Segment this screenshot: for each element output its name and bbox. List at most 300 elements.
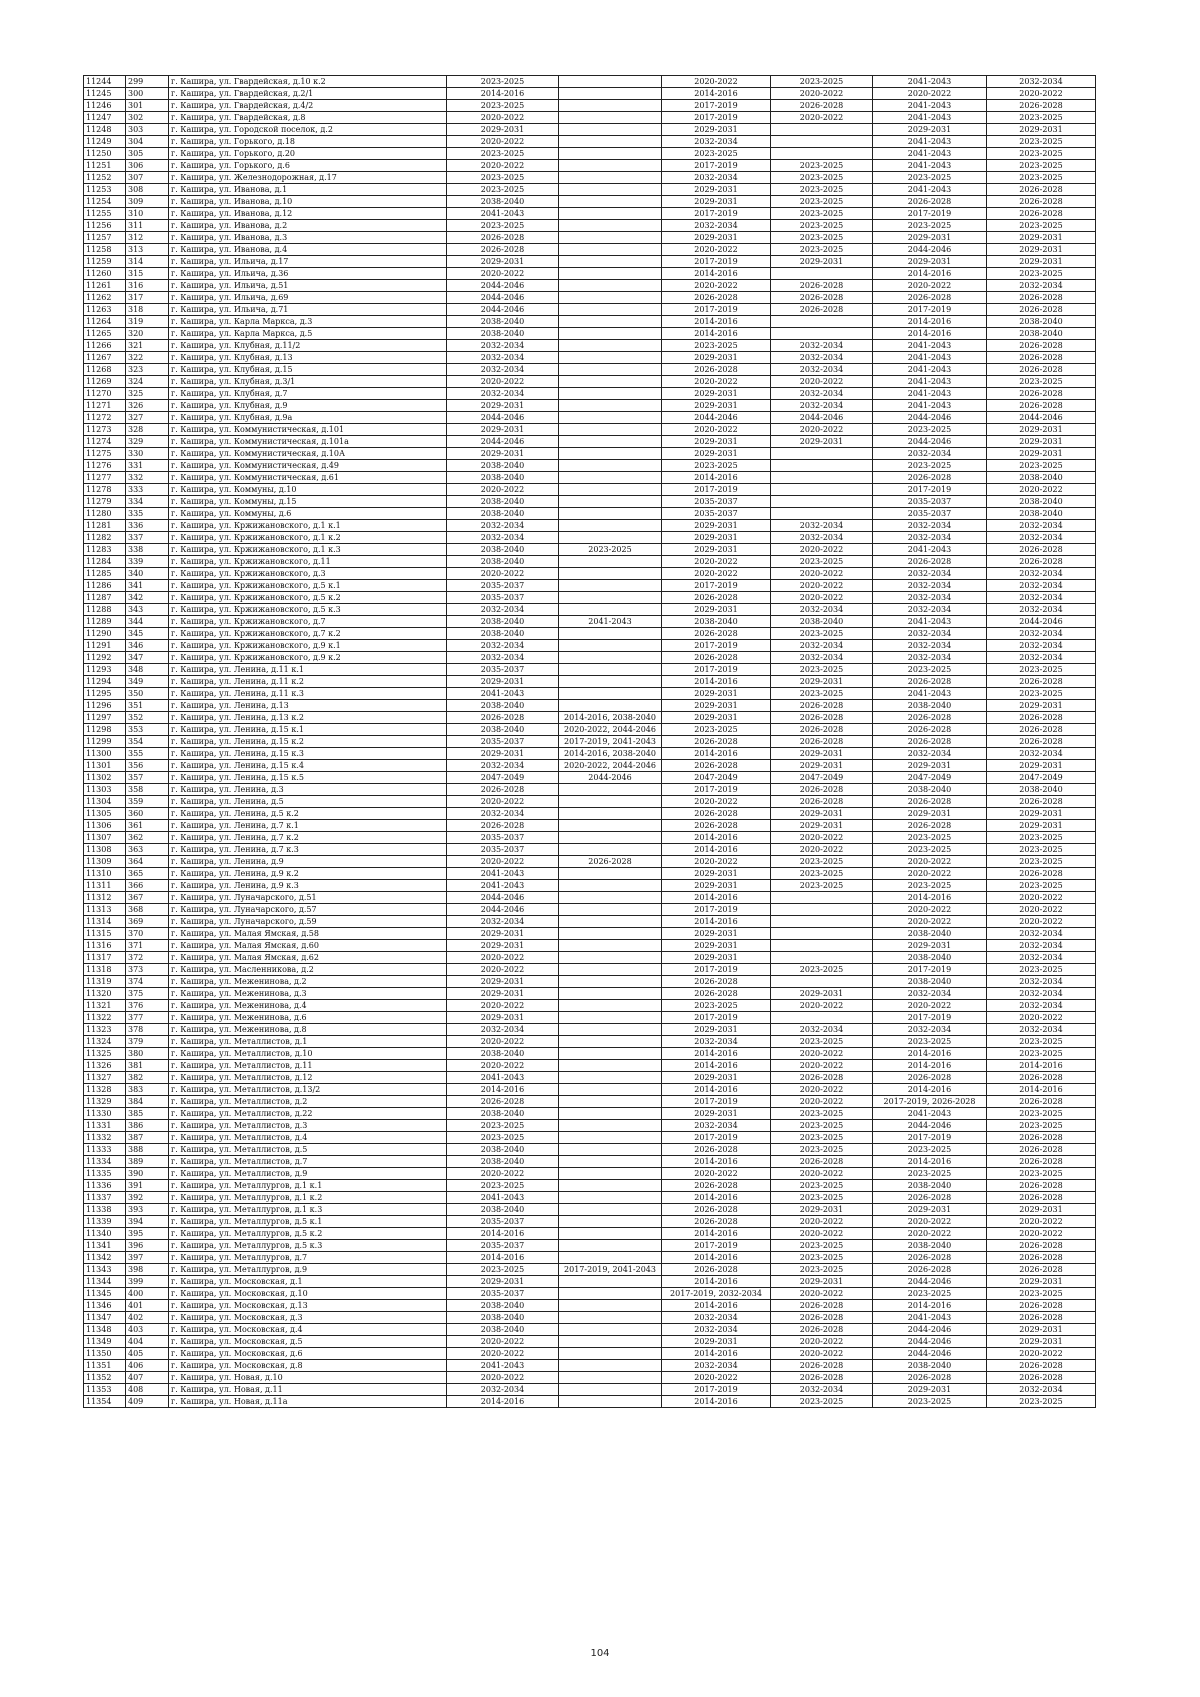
period-1-cell: 2026-2028 (447, 784, 559, 796)
period-2-cell (559, 1096, 662, 1108)
row-number-cell: 404 (126, 1336, 169, 1348)
address-cell: г. Кашира, ул. Кржижановского, д.3 (169, 568, 447, 580)
row-number-cell: 370 (126, 928, 169, 940)
period-6-cell: 2023-2025 (987, 1036, 1096, 1048)
period-6-cell: 2026-2028 (987, 304, 1096, 316)
period-3-cell: 2029-2031 (662, 688, 771, 700)
row-number-cell: 384 (126, 1096, 169, 1108)
row-number-cell: 316 (126, 280, 169, 292)
period-5-cell: 2038-2040 (873, 1180, 987, 1192)
period-1-cell: 2035-2037 (447, 664, 559, 676)
period-4-cell: 2026-2028 (771, 724, 873, 736)
address-cell: г. Кашира, ул. Меженинова, д.6 (169, 1012, 447, 1024)
row-id-cell: 11245 (84, 88, 126, 100)
period-2-cell (559, 424, 662, 436)
period-1-cell: 2032-2034 (447, 916, 559, 928)
address-cell: г. Кашира, ул. Новая, д.10 (169, 1372, 447, 1384)
table-row (84, 496, 1096, 508)
row-id-cell: 11287 (84, 592, 126, 604)
period-2-cell (559, 1180, 662, 1192)
period-2-cell: 2026-2028 (559, 856, 662, 868)
address-cell: г. Кашира, ул. Ленина, д.5 к.2 (169, 808, 447, 820)
period-1-cell: 2023-2025 (447, 1132, 559, 1144)
period-4-cell: 2029-2031 (771, 760, 873, 772)
table-row (84, 1072, 1096, 1084)
row-number-cell: 322 (126, 352, 169, 364)
period-5-cell: 2023-2025 (873, 172, 987, 184)
period-3-cell: 2038-2040 (662, 616, 771, 628)
period-3-cell: 2023-2025 (662, 340, 771, 352)
address-cell: г. Кашира, ул. Карла Маркса, д.5 (169, 328, 447, 340)
row-number-cell: 332 (126, 472, 169, 484)
period-5-cell: 2023-2025 (873, 1144, 987, 1156)
table-row (84, 1168, 1096, 1180)
period-2-cell (559, 1360, 662, 1372)
row-number-cell: 362 (126, 832, 169, 844)
row-id-cell: 11258 (84, 244, 126, 256)
period-1-cell: 2026-2028 (447, 820, 559, 832)
period-3-cell: 2017-2019 (662, 904, 771, 916)
table-row (84, 316, 1096, 328)
address-cell: г. Кашира, ул. Металлургов, д.1 к.3 (169, 1204, 447, 1216)
period-2-cell (559, 1312, 662, 1324)
row-number-cell: 397 (126, 1252, 169, 1264)
period-4-cell: 2029-2031 (771, 1276, 873, 1288)
period-3-cell: 2044-2046 (662, 412, 771, 424)
period-4-cell: 2020-2022 (771, 1216, 873, 1228)
period-5-cell: 2017-2019, 2026-2028 (873, 1096, 987, 1108)
period-6-cell: 2023-2025 (987, 1108, 1096, 1120)
table-row (84, 1204, 1096, 1216)
address-cell: г. Кашира, ул. Клубная, д.7 (169, 388, 447, 400)
period-3-cell: 2032-2034 (662, 136, 771, 148)
row-number-cell: 342 (126, 592, 169, 604)
row-id-cell: 11246 (84, 100, 126, 112)
period-1-cell: 2029-2031 (447, 448, 559, 460)
address-cell: г. Кашира, ул. Ленина, д.15 к.4 (169, 760, 447, 772)
period-4-cell: 2023-2025 (771, 1132, 873, 1144)
address-cell: г. Кашира, ул. Гвардейская, д.10 к.2 (169, 76, 447, 88)
period-5-cell: 2014-2016 (873, 1300, 987, 1312)
address-cell: г. Кашира, ул. Меженинова, д.2 (169, 976, 447, 988)
period-2-cell (559, 628, 662, 640)
row-number-cell: 313 (126, 244, 169, 256)
period-3-cell: 2014-2016 (662, 1084, 771, 1096)
table-row (84, 1384, 1096, 1396)
address-cell: г. Кашира, ул. Гвардейская, д.2/1 (169, 88, 447, 100)
period-3-cell: 2014-2016 (662, 88, 771, 100)
period-4-cell: 2020-2022 (771, 1168, 873, 1180)
table-row (84, 676, 1096, 688)
period-6-cell: 2029-2031 (987, 1276, 1096, 1288)
period-3-cell: 2026-2028 (662, 1180, 771, 1192)
period-5-cell: 2014-2016 (873, 316, 987, 328)
address-cell: г. Кашира, ул. Горького, д.6 (169, 160, 447, 172)
row-id-cell: 11256 (84, 220, 126, 232)
period-1-cell: 2041-2043 (447, 208, 559, 220)
period-1-cell: 2014-2016 (447, 88, 559, 100)
period-3-cell: 2032-2034 (662, 1312, 771, 1324)
row-number-cell: 369 (126, 916, 169, 928)
row-id-cell: 11294 (84, 676, 126, 688)
period-4-cell (771, 448, 873, 460)
table-row (84, 688, 1096, 700)
period-3-cell: 2017-2019 (662, 160, 771, 172)
period-6-cell: 2020-2022 (987, 904, 1096, 916)
address-cell: г. Кашира, ул. Московская, д.6 (169, 1348, 447, 1360)
period-2-cell (559, 1252, 662, 1264)
period-5-cell: 2038-2040 (873, 1240, 987, 1252)
row-number-cell: 343 (126, 604, 169, 616)
period-4-cell (771, 952, 873, 964)
address-cell: г. Кашира, ул. Ленина, д.9 к.2 (169, 868, 447, 880)
address-cell: г. Кашира, ул. Московская, д.4 (169, 1324, 447, 1336)
period-1-cell: 2041-2043 (447, 880, 559, 892)
period-5-cell: 2032-2034 (873, 448, 987, 460)
period-1-cell: 2023-2025 (447, 100, 559, 112)
row-id-cell: 11296 (84, 700, 126, 712)
period-1-cell: 2032-2034 (447, 640, 559, 652)
period-3-cell: 2026-2028 (662, 808, 771, 820)
period-1-cell: 2038-2040 (447, 1300, 559, 1312)
table-row (84, 748, 1096, 760)
period-5-cell: 2038-2040 (873, 784, 987, 796)
row-id-cell: 11281 (84, 520, 126, 532)
period-1-cell: 2038-2040 (447, 628, 559, 640)
row-number-cell: 388 (126, 1144, 169, 1156)
period-6-cell: 2026-2028 (987, 1096, 1096, 1108)
row-id-cell: 11259 (84, 256, 126, 268)
address-cell: г. Кашира, ул. Иванова, д.4 (169, 244, 447, 256)
period-5-cell: 2038-2040 (873, 928, 987, 940)
row-number-cell: 356 (126, 760, 169, 772)
period-1-cell: 2044-2046 (447, 304, 559, 316)
row-number-cell: 312 (126, 232, 169, 244)
period-1-cell: 2020-2022 (447, 268, 559, 280)
period-3-cell: 2026-2028 (662, 1144, 771, 1156)
row-number-cell: 346 (126, 640, 169, 652)
period-2-cell (559, 1240, 662, 1252)
period-1-cell: 2020-2022 (447, 568, 559, 580)
row-id-cell: 11247 (84, 112, 126, 124)
row-id-cell: 11333 (84, 1144, 126, 1156)
address-cell: г. Кашира, ул. Иванова, д.1 (169, 184, 447, 196)
row-number-cell: 406 (126, 1360, 169, 1372)
period-2-cell (559, 532, 662, 544)
period-6-cell: 2020-2022 (987, 1348, 1096, 1360)
period-6-cell: 2032-2034 (987, 748, 1096, 760)
address-cell: г. Кашира, ул. Малая Ямская, д.60 (169, 940, 447, 952)
period-4-cell (771, 892, 873, 904)
period-6-cell: 2029-2031 (987, 820, 1096, 832)
row-id-cell: 11352 (84, 1372, 126, 1384)
period-1-cell: 2020-2022 (447, 160, 559, 172)
period-2-cell (559, 988, 662, 1000)
row-number-cell: 324 (126, 376, 169, 388)
row-id-cell: 11331 (84, 1120, 126, 1132)
address-cell: г. Кашира, ул. Ленина, д.15 к.3 (169, 748, 447, 760)
period-1-cell: 2038-2040 (447, 700, 559, 712)
period-3-cell: 2017-2019 (662, 1096, 771, 1108)
row-id-cell: 11302 (84, 772, 126, 784)
period-3-cell: 2014-2016 (662, 748, 771, 760)
period-4-cell: 2032-2034 (771, 400, 873, 412)
period-5-cell: 2017-2019 (873, 208, 987, 220)
row-id-cell: 11261 (84, 280, 126, 292)
address-cell: г. Кашира, ул. Металлистов, д.7 (169, 1156, 447, 1168)
period-4-cell: 2023-2025 (771, 664, 873, 676)
period-3-cell: 2017-2019 (662, 1132, 771, 1144)
period-5-cell: 2029-2031 (873, 1204, 987, 1216)
period-1-cell: 2026-2028 (447, 712, 559, 724)
address-cell: г. Кашира, ул. Московская, д.10 (169, 1288, 447, 1300)
address-cell: г. Кашира, ул. Горького, д.18 (169, 136, 447, 148)
address-cell: г. Кашира, ул. Ильича, д.17 (169, 256, 447, 268)
table-row (84, 832, 1096, 844)
table-row (84, 172, 1096, 184)
period-1-cell: 2020-2022 (447, 1348, 559, 1360)
period-4-cell: 2020-2022 (771, 1084, 873, 1096)
table-row (84, 928, 1096, 940)
table-row (84, 664, 1096, 676)
table-row (84, 808, 1096, 820)
period-4-cell: 2023-2025 (771, 856, 873, 868)
period-2-cell (559, 412, 662, 424)
address-cell: г. Кашира, ул. Клубная, д.9 (169, 400, 447, 412)
address-cell: г. Кашира, ул. Луначарского, д.59 (169, 916, 447, 928)
address-cell: г. Кашира, ул. Металлургов, д.1 к.1 (169, 1180, 447, 1192)
row-number-cell: 371 (126, 940, 169, 952)
period-4-cell (771, 316, 873, 328)
table-row (84, 616, 1096, 628)
period-3-cell: 2029-2031 (662, 232, 771, 244)
period-3-cell: 2014-2016 (662, 1192, 771, 1204)
row-number-cell: 390 (126, 1168, 169, 1180)
table-row (84, 700, 1096, 712)
table-row (84, 640, 1096, 652)
row-id-cell: 11346 (84, 1300, 126, 1312)
row-number-cell: 350 (126, 688, 169, 700)
row-number-cell: 364 (126, 856, 169, 868)
row-number-cell: 341 (126, 580, 169, 592)
row-number-cell: 318 (126, 304, 169, 316)
period-6-cell: 2023-2025 (987, 460, 1096, 472)
period-6-cell: 2026-2028 (987, 388, 1096, 400)
period-1-cell: 2020-2022 (447, 484, 559, 496)
table-row (84, 1096, 1096, 1108)
row-number-cell: 314 (126, 256, 169, 268)
row-id-cell: 11264 (84, 316, 126, 328)
period-2-cell (559, 1012, 662, 1024)
address-cell: г. Кашира, ул. Меженинова, д.8 (169, 1024, 447, 1036)
address-cell: г. Кашира, ул. Клубная, д.13 (169, 352, 447, 364)
row-number-cell: 382 (126, 1072, 169, 1084)
period-3-cell: 2017-2019 (662, 640, 771, 652)
period-4-cell (771, 148, 873, 160)
row-number-cell: 299 (126, 76, 169, 88)
period-6-cell: 2029-2031 (987, 124, 1096, 136)
period-4-cell: 2029-2031 (771, 748, 873, 760)
row-number-cell: 352 (126, 712, 169, 724)
period-6-cell: 2023-2025 (987, 136, 1096, 148)
period-5-cell: 2014-2016 (873, 1084, 987, 1096)
period-3-cell: 2026-2028 (662, 736, 771, 748)
period-1-cell: 2029-2031 (447, 748, 559, 760)
table-row (84, 724, 1096, 736)
table-row (84, 1276, 1096, 1288)
period-1-cell: 2041-2043 (447, 1360, 559, 1372)
period-3-cell: 2014-2016 (662, 1348, 771, 1360)
period-4-cell (771, 496, 873, 508)
period-1-cell: 2020-2022 (447, 1060, 559, 1072)
period-5-cell: 2041-2043 (873, 376, 987, 388)
period-1-cell: 2029-2031 (447, 124, 559, 136)
period-6-cell: 2038-2040 (987, 316, 1096, 328)
period-3-cell: 2026-2028 (662, 628, 771, 640)
row-number-cell: 392 (126, 1192, 169, 1204)
row-id-cell: 11343 (84, 1264, 126, 1276)
period-6-cell: 2026-2028 (987, 712, 1096, 724)
address-cell: г. Кашира, ул. Московская, д.1 (169, 1276, 447, 1288)
table-row (84, 976, 1096, 988)
address-cell: г. Кашира, ул. Металлистов, д.22 (169, 1108, 447, 1120)
row-id-cell: 11274 (84, 436, 126, 448)
table-row (84, 1000, 1096, 1012)
row-id-cell: 11314 (84, 916, 126, 928)
row-id-cell: 11332 (84, 1132, 126, 1144)
period-2-cell (559, 1000, 662, 1012)
row-number-cell: 339 (126, 556, 169, 568)
period-5-cell: 2023-2025 (873, 664, 987, 676)
period-1-cell: 2029-2031 (447, 400, 559, 412)
table-row (84, 472, 1096, 484)
period-6-cell: 2023-2025 (987, 148, 1096, 160)
period-3-cell: 2020-2022 (662, 280, 771, 292)
period-1-cell: 2032-2034 (447, 340, 559, 352)
period-6-cell: 2029-2031 (987, 808, 1096, 820)
period-5-cell: 2029-2031 (873, 808, 987, 820)
row-id-cell: 11328 (84, 1084, 126, 1096)
period-3-cell: 2032-2034 (662, 1036, 771, 1048)
row-number-cell: 345 (126, 628, 169, 640)
period-5-cell: 2014-2016 (873, 1060, 987, 1072)
address-cell: г. Кашира, ул. Ленина, д.15 к.1 (169, 724, 447, 736)
row-id-cell: 11251 (84, 160, 126, 172)
period-4-cell: 2023-2025 (771, 1252, 873, 1264)
period-4-cell: 2026-2028 (771, 100, 873, 112)
period-5-cell: 2029-2031 (873, 940, 987, 952)
period-4-cell: 2026-2028 (771, 1324, 873, 1336)
address-cell: г. Кашира, ул. Ленина, д.13 (169, 700, 447, 712)
period-2-cell (559, 1336, 662, 1348)
row-number-cell: 315 (126, 268, 169, 280)
table-row (84, 1120, 1096, 1132)
period-6-cell: 2032-2034 (987, 928, 1096, 940)
period-1-cell: 2044-2046 (447, 412, 559, 424)
row-id-cell: 11270 (84, 388, 126, 400)
row-number-cell: 361 (126, 820, 169, 832)
period-5-cell: 2038-2040 (873, 976, 987, 988)
address-cell: г. Кашира, ул. Металлистов, д.10 (169, 1048, 447, 1060)
address-cell: г. Кашира, ул. Металлистов, д.4 (169, 1132, 447, 1144)
table-row (84, 520, 1096, 532)
period-6-cell: 2038-2040 (987, 328, 1096, 340)
table-row (84, 280, 1096, 292)
address-cell: г. Кашира, ул. Кржижановского, д.1 к.1 (169, 520, 447, 532)
period-6-cell: 2020-2022 (987, 1228, 1096, 1240)
period-4-cell: 2020-2022 (771, 832, 873, 844)
row-id-cell: 11267 (84, 352, 126, 364)
row-number-cell: 399 (126, 1276, 169, 1288)
period-3-cell: 2029-2031 (662, 1336, 771, 1348)
period-5-cell: 2041-2043 (873, 136, 987, 148)
period-6-cell: 2029-2031 (987, 1204, 1096, 1216)
period-3-cell: 2029-2031 (662, 124, 771, 136)
period-5-cell: 2041-2043 (873, 184, 987, 196)
address-cell: г. Кашира, ул. Ленина, д.11 к.2 (169, 676, 447, 688)
period-6-cell: 2020-2022 (987, 1216, 1096, 1228)
period-4-cell: 2020-2022 (771, 1096, 873, 1108)
period-4-cell (771, 268, 873, 280)
period-3-cell: 2029-2031 (662, 712, 771, 724)
period-4-cell: 2026-2028 (771, 700, 873, 712)
period-5-cell: 2041-2043 (873, 160, 987, 172)
address-cell: г. Кашира, ул. Кржижановского, д.5 к.2 (169, 592, 447, 604)
table-row (84, 364, 1096, 376)
period-1-cell: 2029-2031 (447, 976, 559, 988)
period-2-cell (559, 784, 662, 796)
period-6-cell: 2023-2025 (987, 964, 1096, 976)
row-id-cell: 11319 (84, 976, 126, 988)
table-row (84, 148, 1096, 160)
period-6-cell: 2029-2031 (987, 232, 1096, 244)
table-row (84, 460, 1096, 472)
period-6-cell: 2020-2022 (987, 484, 1096, 496)
period-3-cell: 2029-2031 (662, 436, 771, 448)
period-5-cell: 2026-2028 (873, 676, 987, 688)
period-5-cell: 2032-2034 (873, 592, 987, 604)
period-3-cell: 2029-2031 (662, 448, 771, 460)
period-5-cell: 2032-2034 (873, 748, 987, 760)
table-row (84, 1300, 1096, 1312)
period-1-cell: 2020-2022 (447, 112, 559, 124)
period-4-cell: 2026-2028 (771, 280, 873, 292)
row-number-cell: 387 (126, 1132, 169, 1144)
period-4-cell (771, 976, 873, 988)
period-1-cell: 2038-2040 (447, 616, 559, 628)
row-number-cell: 337 (126, 532, 169, 544)
period-4-cell (771, 328, 873, 340)
table-row (84, 304, 1096, 316)
period-6-cell: 2023-2025 (987, 1288, 1096, 1300)
period-5-cell: 2014-2016 (873, 1156, 987, 1168)
row-id-cell: 11354 (84, 1396, 126, 1408)
period-2-cell (559, 148, 662, 160)
address-cell: г. Кашира, ул. Карла Маркса, д.3 (169, 316, 447, 328)
period-5-cell: 2041-2043 (873, 340, 987, 352)
row-id-cell: 11300 (84, 748, 126, 760)
row-id-cell: 11311 (84, 880, 126, 892)
period-1-cell: 2032-2034 (447, 760, 559, 772)
period-2-cell (559, 1108, 662, 1120)
period-1-cell: 2020-2022 (447, 1372, 559, 1384)
period-4-cell: 2032-2034 (771, 352, 873, 364)
period-3-cell: 2032-2034 (662, 220, 771, 232)
period-6-cell: 2032-2034 (987, 580, 1096, 592)
table-row (84, 736, 1096, 748)
period-5-cell: 2041-2043 (873, 112, 987, 124)
table-row (84, 232, 1096, 244)
